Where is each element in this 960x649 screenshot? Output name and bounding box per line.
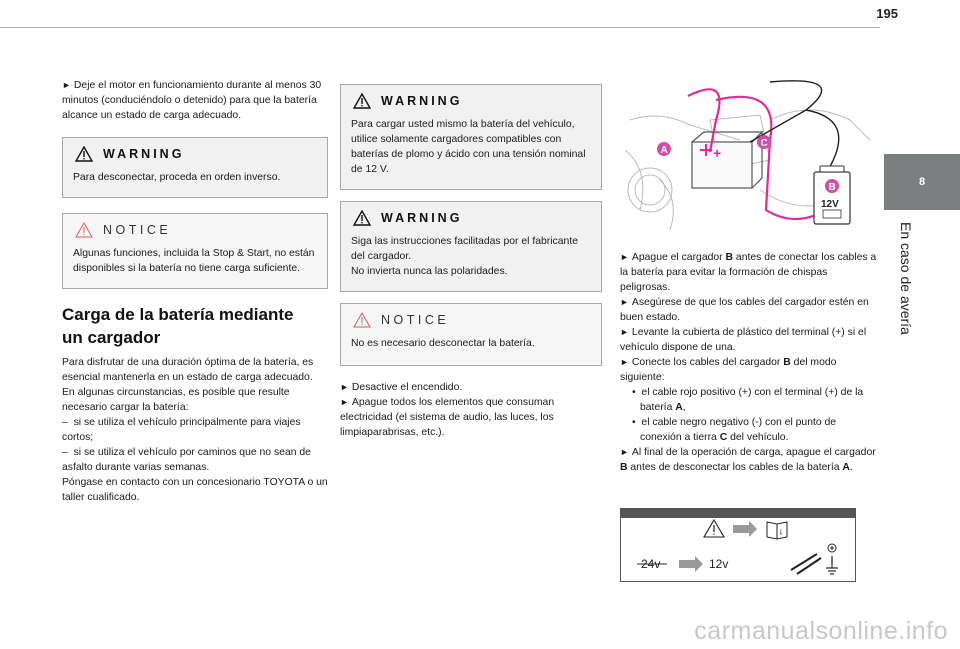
pictogram-icons [621,518,855,580]
warning-triangle-icon [704,520,724,537]
warning-box-2 [340,84,602,190]
svg-text:i: i [780,528,782,537]
paragraph: Para disfrutar de una duración óptima de la batería, es esencial mantenerla en un estado de carga adecuado. [62,357,314,383]
charger-voltage: 12V [821,199,839,210]
arrow-icon: ► [620,252,629,262]
jumper-clamps-icon [791,544,838,574]
battery-charging-illustration [620,80,878,230]
warning-title: WARNING [103,147,185,161]
step-item: ► Conecte los cables del cargador B del modo siguiente: [620,357,837,383]
paragraph: En algunas circunstancias, es posible que resulte necesario cargar la batería: [62,387,290,413]
warning-header [63,138,327,168]
svg-text:+: + [713,145,722,161]
warning-triangle-icon [353,93,371,109]
step-item: ► Al final de la operación de carga, apague el cargador B antes de desconectar los cables de la batería A. [620,447,876,473]
arrow-icon: ► [62,80,71,90]
header-rule [0,27,880,28]
warning-text: No invierta nunca las polaridades. [351,266,508,277]
dash-item: – si se utiliza el vehículo por caminos que no sean de asfalto durante varias semanas. [62,447,311,473]
column-1 [62,78,328,505]
arrow-icon: ► [340,382,349,392]
arrow-icon: ► [620,447,629,457]
arrow-icon: ► [620,327,629,337]
charger-device [814,166,850,224]
section-title: Carga de la batería mediante un cargador [62,305,294,347]
bullet-item: • el cable rojo positivo (+) con el terminal (+) de la batería A, [632,387,864,413]
step-item: ► Asegúrese de que los cables del cargador estén en buen estado. [620,297,869,323]
column-2 [340,84,602,440]
notice-triangle-icon [75,222,93,238]
battery-charger-diagram [620,80,878,230]
step-item: ► Apague el cargador B antes de conectar los cables a la batería para evitar la formación de chispas peligrosas. [620,252,877,293]
notice-triangle-icon [353,312,371,328]
column-3 [620,80,878,475]
watermark-text: carmanualsonline.info [694,617,948,645]
dash-item: – si se utiliza el vehículo principalmente para viajes cortos; [62,417,301,443]
warning-header [341,85,601,115]
chapter-tab-number[interactable]: 8 [884,154,960,210]
panel-bar [621,508,855,518]
notice-header [63,214,327,244]
step-item: ► Apague todos los elementos que consuman electricidad (el sistema de audio, las luces, los limpiaparabrisas, etc.). [340,397,555,438]
warning-text: Para cargar usted mismo la batería del vehículo, utilice solamente cargadores compatibles con baterías de plomo y ácido con una tensión nominal de 12 V. [351,119,586,175]
page-number: 195 [876,6,898,21]
chapter-title-text: En caso de avería [898,222,914,335]
notice-box-2 [340,303,602,366]
warning-header [341,202,601,232]
step-item: ► Levante la cubierta de plástico del terminal (+) si el vehículo dispone de una. [620,327,867,353]
voltage-ok-label: 12v [709,557,729,571]
warning-triangle-icon [353,210,371,226]
warning-text: Siga las instrucciones facilitadas por el fabricante del cargador. [351,236,578,262]
warning-title: WARNING [381,94,463,108]
arrow-right-icon [733,521,757,537]
intro-step: ► Deje el motor en funcionamiento durante al menos 30 minutos (conduciéndolo o detenido) para que la batería alcance un estado de carga adecuado. [62,80,322,121]
notice-text: Algunas funciones, incluida la Stop & Start, no están disponibles si la batería no tiene carga suficiente. [73,248,315,274]
manual-book-icon [767,522,787,539]
step-item: ► Desactive el encendido. [340,382,463,393]
warning-title: WARNING [381,211,463,225]
warning-triangle-icon [75,146,93,162]
paragraph: Póngase en contacto con un concesionario TOYOTA o un taller cualificado. [62,477,328,503]
bullet-item: • el cable negro negativo (-) con el punto de conexión a tierra C del vehículo. [632,417,837,443]
arrow-right-icon [679,556,703,572]
arrow-icon: ► [340,397,349,407]
voltage-24v-crossed-icon [637,557,667,571]
pictogram-panel [620,508,856,582]
chapter-tab-title[interactable] [884,212,960,342]
notice-box-1 [62,213,328,289]
notice-header [341,304,601,334]
label-c: C [760,138,768,149]
notice-text: No es necesario desconectar la batería. [351,338,535,349]
warning-box-1 [62,137,328,198]
warning-box-3 [340,201,602,292]
warning-text: Para desconectar, proceda en orden inverso. [73,172,281,183]
arrow-icon: ► [620,357,629,367]
label-b: B [828,182,836,193]
notice-title: NOTICE [381,313,450,327]
voltage-crossed-label: 24v [641,557,661,571]
label-a: A [660,145,668,156]
arrow-icon: ► [620,297,629,307]
notice-title: NOTICE [103,223,172,237]
